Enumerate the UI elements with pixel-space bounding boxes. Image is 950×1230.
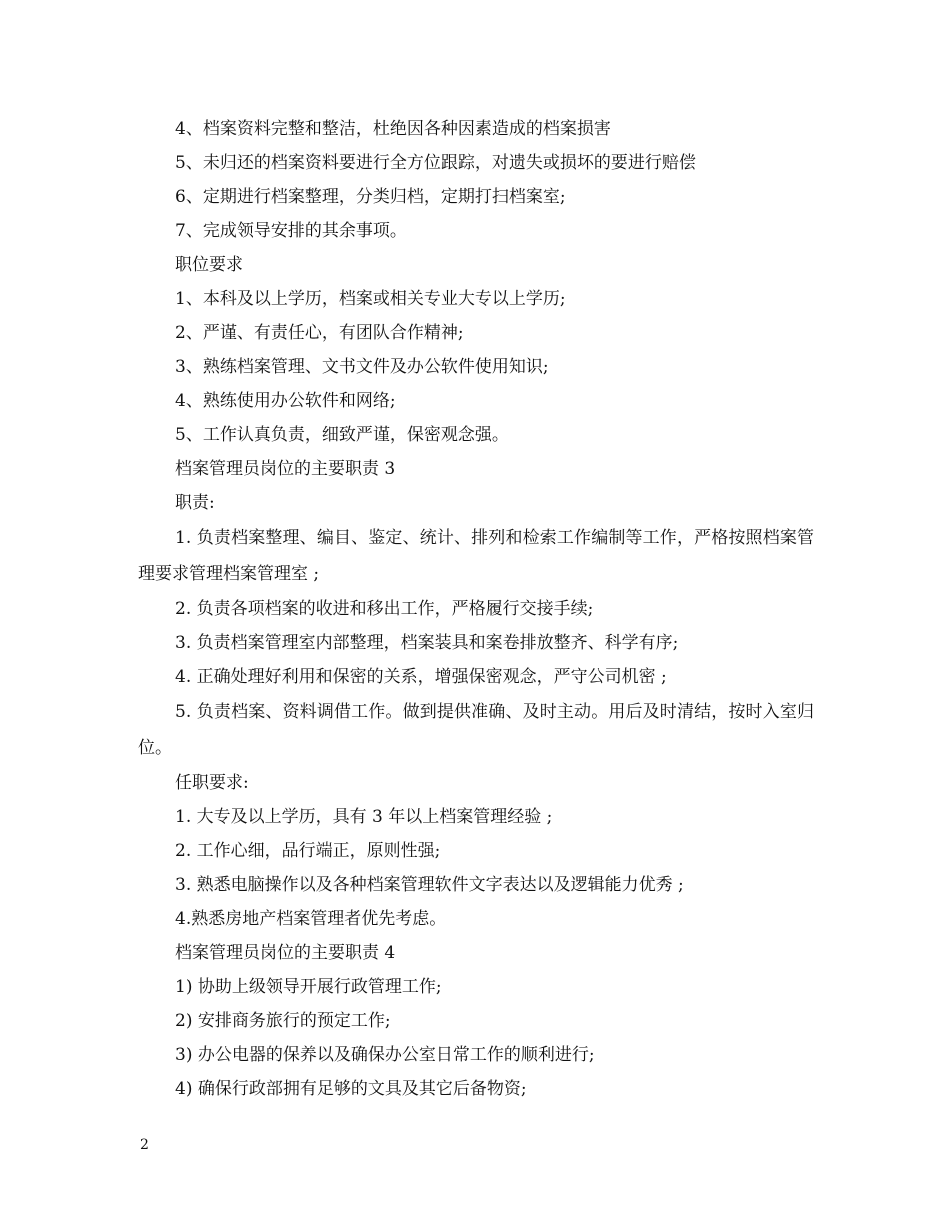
- section-heading: 职责:: [175, 493, 215, 513]
- section-heading: 档案管理员岗位的主要职责 4: [175, 943, 396, 963]
- section-heading: 档案管理员岗位的主要职责 3: [175, 459, 396, 479]
- page-number: 2: [140, 1137, 149, 1153]
- section-heading: 任职要求:: [175, 773, 249, 793]
- paragraph: 3) 办公电器的保养以及确保办公室日常工作的顺利进行;: [175, 1045, 595, 1065]
- paragraph: 1、本科及以上学历，档案或相关专业大专以上学历;: [175, 289, 566, 309]
- paragraph: 4.熟悉房地产档案管理者优先考虑。: [175, 909, 447, 929]
- paragraph: 3. 负责档案管理室内部整理，档案装具和案卷排放整齐、科学有序;: [175, 633, 679, 653]
- paragraph: 4、档案资料完整和整洁，杜绝因各种因素造成的档案损害: [175, 119, 611, 139]
- paragraph: 1) 协助上级领导开展行政管理工作;: [175, 977, 442, 997]
- paragraph: 3、熟练档案管理、文书文件及办公软件使用知识;: [175, 357, 549, 377]
- paragraph: 4、熟练使用办公软件和网络;: [175, 391, 396, 411]
- paragraph: 5. 负责档案、资料调借工作。做到提供准确、及时主动。用后及时清结，按时入室归位。: [138, 702, 814, 758]
- paragraph: 2、严谨、有责任心，有团队合作精神;: [175, 323, 464, 343]
- paragraph: 5、未归还的档案资料要进行全方位跟踪，对遗失或损坏的要进行赔偿: [175, 153, 696, 173]
- paragraph: 4) 确保行政部拥有足够的文具及其它后备物资;: [175, 1079, 527, 1099]
- paragraph: 5、工作认真负责，细致严谨，保密观念强。: [175, 425, 509, 445]
- paragraph: 1. 大专及以上学历，具有 3 年以上档案管理经验 ;: [175, 807, 553, 827]
- paragraph: 1. 负责档案整理、编目、鉴定、统计、排列和检索工作编制等工作，严格按照档案管理要求管理档案管理室 ;: [138, 528, 814, 584]
- document-body: [138, 112, 814, 1106]
- paragraph: 2. 工作心细，品行端正，原则性强;: [175, 841, 441, 861]
- paragraph: 2) 安排商务旅行的预定工作;: [175, 1011, 391, 1031]
- paragraph: 7、完成领导安排的其余事项。: [175, 221, 407, 241]
- section-heading: 职位要求: [175, 255, 243, 275]
- paragraph: 4. 正确处理好利用和保密的关系，增强保密观念，严守公司机密 ;: [175, 667, 667, 687]
- paragraph: 2. 负责各项档案的收进和移出工作，严格履行交接手续;: [175, 599, 594, 619]
- paragraph: 3. 熟悉电脑操作以及各种档案管理软件文字表达以及逻辑能力优秀 ;: [175, 875, 684, 895]
- paragraph: 6、定期进行档案整理，分类归档，定期打扫档案室;: [175, 187, 566, 207]
